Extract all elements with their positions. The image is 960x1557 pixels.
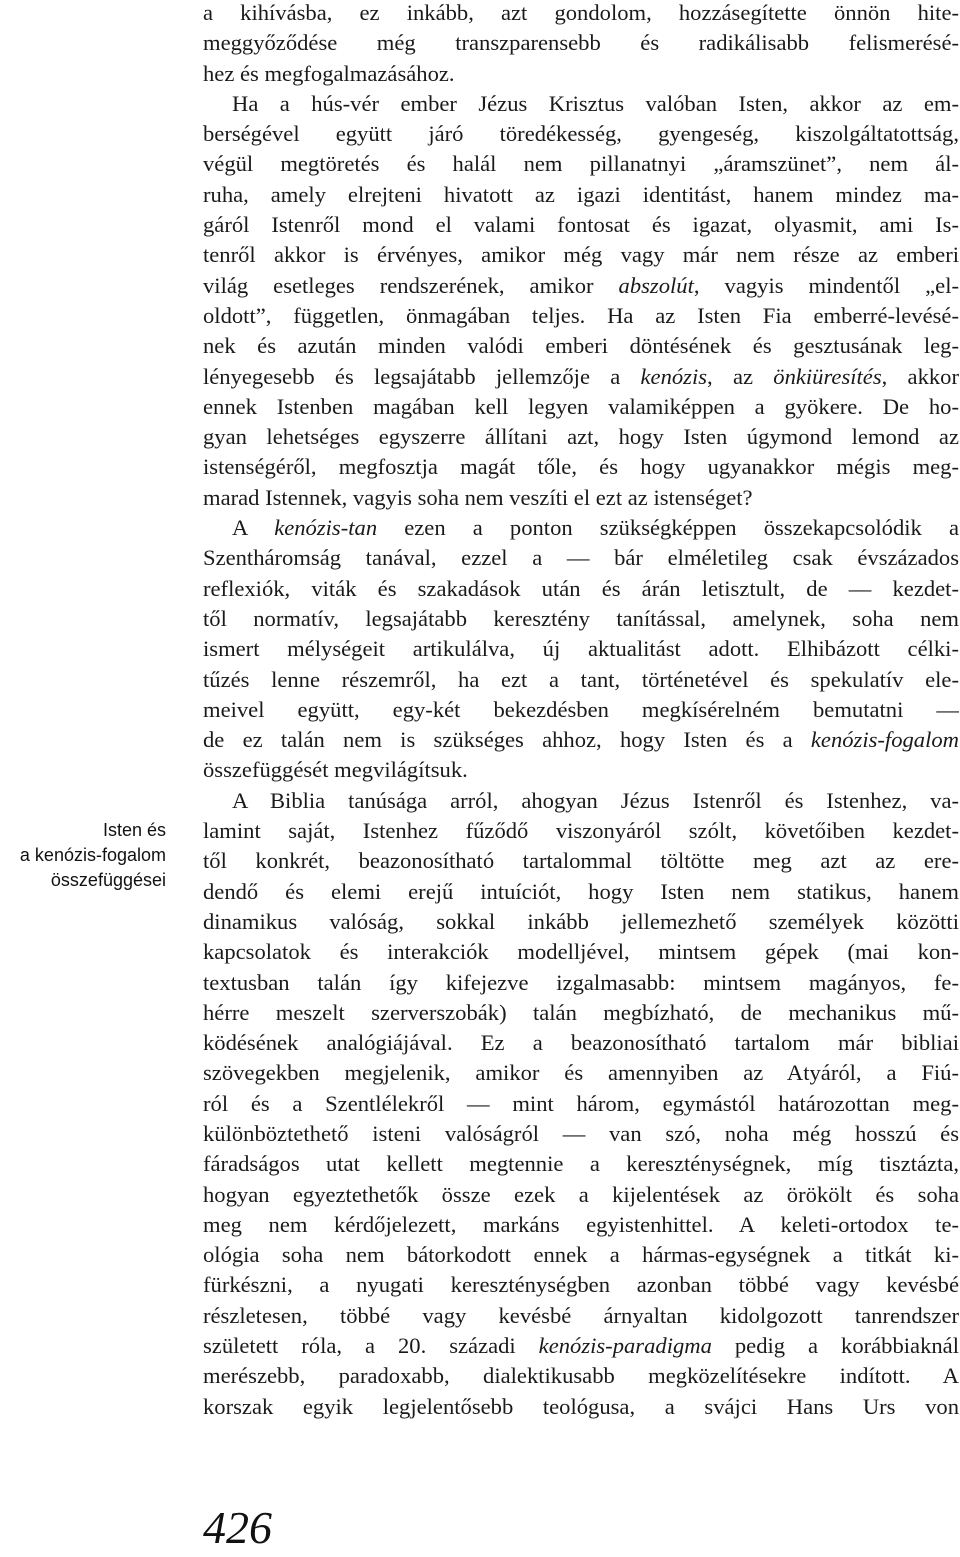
text-line bbox=[203, 968, 959, 998]
text-segment: világ esetleges rendszerének, amikor bbox=[203, 272, 619, 298]
text-segment: de ez talán nem is szükséges ahhoz, hogy Isten és a bbox=[203, 727, 811, 753]
text-segment: a kihívásba, ez inkább, azt gondolom, hozzásegítette önnön hite- bbox=[203, 0, 959, 25]
emphasis-text: kenózis-fogalom bbox=[810, 727, 959, 753]
text-segment: végül megtöretés és halál nem pillanatnyi „áramszünet”, nem ál- bbox=[203, 151, 959, 177]
text-line bbox=[203, 392, 959, 422]
emphasis-text: önkiüresítés bbox=[773, 363, 882, 389]
text-segment: hogyan egyeztethetők össze ezek a kijelentések az örökölt és soha bbox=[203, 1181, 959, 1207]
emphasis-text: kenózis bbox=[640, 363, 708, 389]
text-line bbox=[203, 665, 959, 695]
text-segment: ezen a ponton szükségképpen összekapcsolódik a bbox=[377, 515, 959, 541]
text-segment: ködésének analógiájával. Ez a beazonosítható tartalom már bibliai bbox=[203, 1030, 959, 1056]
text-segment: től normatív, legsajátabb keresztény tanítással, amelynek, soha nem bbox=[203, 605, 959, 631]
text-line bbox=[203, 240, 959, 270]
text-line bbox=[203, 725, 959, 755]
text-line bbox=[203, 483, 959, 513]
text-line bbox=[203, 271, 959, 301]
text-segment: nek és azután minden valódi emberi döntésének és gesztusának leg- bbox=[203, 333, 959, 359]
text-line bbox=[203, 1089, 959, 1119]
text-segment: ológia soha nem bátorkodott ennek a hármas-egységnek a titkát ki- bbox=[203, 1242, 959, 1268]
text-line bbox=[203, 937, 959, 967]
text-line bbox=[203, 786, 959, 816]
text-segment: dendő és elemi erejű intuíciót, hogy Isten nem statikus, hanem bbox=[203, 878, 959, 904]
text-segment: kapcsolatok és interakciók modelljével, mintsem gépek (mai kon- bbox=[203, 939, 959, 965]
text-line bbox=[203, 331, 959, 361]
margin-note-line: összefüggései bbox=[50, 870, 166, 890]
paragraph bbox=[203, 0, 959, 89]
text-line bbox=[203, 1301, 959, 1331]
text-segment: lamint saját, Istenhez fűződő viszonyáról szólt, követőiben kezdet- bbox=[203, 818, 959, 844]
text-line bbox=[203, 1210, 959, 1240]
text-segment: dinamikus valóság, sokkal inkább jellemezhető személyek közötti bbox=[203, 908, 959, 934]
text-line bbox=[203, 59, 959, 89]
text-segment: korszak egyik legjelentősebb teológusa, a svájci Hans Urs von bbox=[203, 1393, 959, 1419]
text-line bbox=[203, 877, 959, 907]
text-line bbox=[203, 1119, 959, 1149]
text-segment: lényegesebb és legsajátabb jellemzője a bbox=[203, 363, 641, 389]
text-line bbox=[203, 816, 959, 846]
text-segment: , vagyis mindentől „el- bbox=[693, 272, 959, 298]
text-segment: merészebb, paradoxabb, dialektikusabb megközelítésekre indított. A bbox=[203, 1363, 959, 1389]
emphasis-text: kenózis-tan bbox=[274, 515, 378, 541]
text-segment: szövegekben megjelenik, amikor és amennyiben az Atyáról, a Fiú- bbox=[203, 1060, 959, 1086]
text-line bbox=[203, 422, 959, 452]
text-line bbox=[203, 574, 959, 604]
text-segment: reflexiók, viták és szakadások után és árán letisztult, de — kezdet- bbox=[203, 575, 959, 601]
margin-note bbox=[0, 818, 166, 893]
text-line bbox=[203, 543, 959, 573]
text-line bbox=[203, 1331, 959, 1361]
text-segment: , akkor bbox=[881, 363, 959, 389]
text-segment: , az bbox=[707, 363, 774, 389]
text-line bbox=[203, 1392, 959, 1422]
text-segment: A bbox=[232, 515, 275, 541]
text-line bbox=[203, 513, 959, 543]
margin-note-line: a kenózis-fogalom bbox=[19, 845, 166, 865]
text-line bbox=[203, 846, 959, 876]
text-segment: hez és megfogalmazásához. bbox=[203, 60, 455, 86]
text-segment: hérre meszelt szerverszobák) talán megbízható, de mechanikus mű- bbox=[203, 999, 959, 1025]
text-segment: gyan lehetséges egyszerre állítani azt, hogy Isten úgymond lemond az bbox=[203, 424, 959, 450]
text-segment: istenségéről, megfosztja magát tőle, és hogy ugyanakkor mégis meg- bbox=[203, 454, 959, 480]
paragraph bbox=[203, 786, 959, 1422]
margin-note-line: Isten és bbox=[102, 820, 166, 840]
text-segment: gáról Istenről mond el valami fontosat és igazat, olyasmit, ami Is- bbox=[203, 212, 959, 238]
text-segment: meggyőződése még transzparensebb és radikálisabb felismerésé- bbox=[203, 30, 959, 56]
text-segment: ról és a Szentlélekről — mint három, egymástól határozottan meg- bbox=[203, 1090, 959, 1116]
text-segment: Ha a hús-vér ember Jézus Krisztus valóban Isten, akkor az em- bbox=[232, 90, 959, 116]
text-segment: meg nem kérdőjelezett, markáns egyistenhittel. A keleti-ortodox te- bbox=[203, 1211, 959, 1237]
text-segment: A Biblia tanúsága arról, ahogyan Jézus Istenről és Istenhez, va- bbox=[232, 787, 959, 813]
text-segment: ismert mélységeit artikulálva, új aktualitást adott. Elhibázott célki- bbox=[203, 636, 959, 662]
paragraph bbox=[203, 89, 959, 513]
text-segment: pedig a korábbiaknál bbox=[711, 1333, 959, 1359]
text-segment: marad Istennek, vagyis soha nem veszíti el ezt az istenséget? bbox=[203, 484, 753, 510]
text-line bbox=[203, 89, 959, 119]
text-line bbox=[203, 149, 959, 179]
text-segment: meivel együtt, egy-két bekezdésben megkísérelném bemutatni — bbox=[203, 696, 959, 722]
text-segment: ruha, amely elrejteni hivatott az igazi identitást, hanem mindez ma- bbox=[203, 181, 959, 207]
body-text bbox=[203, 0, 959, 1422]
text-line bbox=[203, 998, 959, 1028]
text-segment: különböztethető isteni valóságról — van szó, noha még hosszú és bbox=[203, 1120, 959, 1146]
text-line bbox=[203, 180, 959, 210]
text-segment: fürkészni, a nyugati kereszténységben azonban többé vagy kevésbé bbox=[203, 1272, 959, 1298]
text-line bbox=[203, 1270, 959, 1300]
text-line bbox=[203, 1361, 959, 1391]
text-line bbox=[203, 755, 959, 785]
text-line bbox=[203, 452, 959, 482]
text-segment: ennek Istenben magában kell legyen valamiképpen a gyökere. De ho- bbox=[203, 393, 959, 419]
text-segment: oldott”, független, önmagában teljes. Ha az Isten Fia emberré-levésé- bbox=[203, 302, 959, 328]
text-line bbox=[203, 1058, 959, 1088]
text-line bbox=[203, 1240, 959, 1270]
text-line bbox=[203, 0, 959, 28]
text-line bbox=[203, 210, 959, 240]
text-line bbox=[203, 1180, 959, 1210]
text-segment: textusban talán így kifejezve izgalmasabb: mintsem magányos, fe- bbox=[203, 969, 959, 995]
emphasis-text: kenózis-paradigma bbox=[538, 1333, 712, 1359]
text-segment: berségével együtt járó töredékesség, gyengeség, kiszolgáltatottság, bbox=[203, 121, 959, 147]
text-segment: től konkrét, beazonosítható tartalommal töltötte meg azt az ere- bbox=[203, 848, 959, 874]
text-segment: fáradságos utat kellett megtennie a kereszténységnek, míg tisztázta, bbox=[203, 1151, 959, 1177]
text-line bbox=[203, 362, 959, 392]
text-line bbox=[203, 301, 959, 331]
text-segment: született róla, a 20. századi bbox=[203, 1333, 539, 1359]
text-segment: tenről akkor is érvényes, amikor még vagy már nem része az emberi bbox=[203, 242, 959, 268]
emphasis-text: abszolút bbox=[618, 272, 694, 298]
text-line bbox=[203, 604, 959, 634]
text-line bbox=[203, 119, 959, 149]
text-line bbox=[203, 1028, 959, 1058]
text-line bbox=[203, 907, 959, 937]
text-segment: összefüggését megvilágítsuk. bbox=[203, 757, 468, 783]
text-segment: részletesen, többé vagy kevésbé árnyaltan kidolgozott tanrendszer bbox=[203, 1302, 959, 1328]
page-number: 426 bbox=[203, 1502, 272, 1553]
text-line bbox=[203, 28, 959, 58]
text-segment: Szentháromság tanával, ezzel a — bár elméletileg csak évszázados bbox=[203, 545, 959, 571]
paragraph bbox=[203, 513, 959, 786]
text-line bbox=[203, 1149, 959, 1179]
text-line bbox=[203, 695, 959, 725]
text-line bbox=[203, 634, 959, 664]
text-segment: tűzés lenne részemről, ha ezt a tant, történetével és spekulatív ele- bbox=[203, 666, 959, 692]
